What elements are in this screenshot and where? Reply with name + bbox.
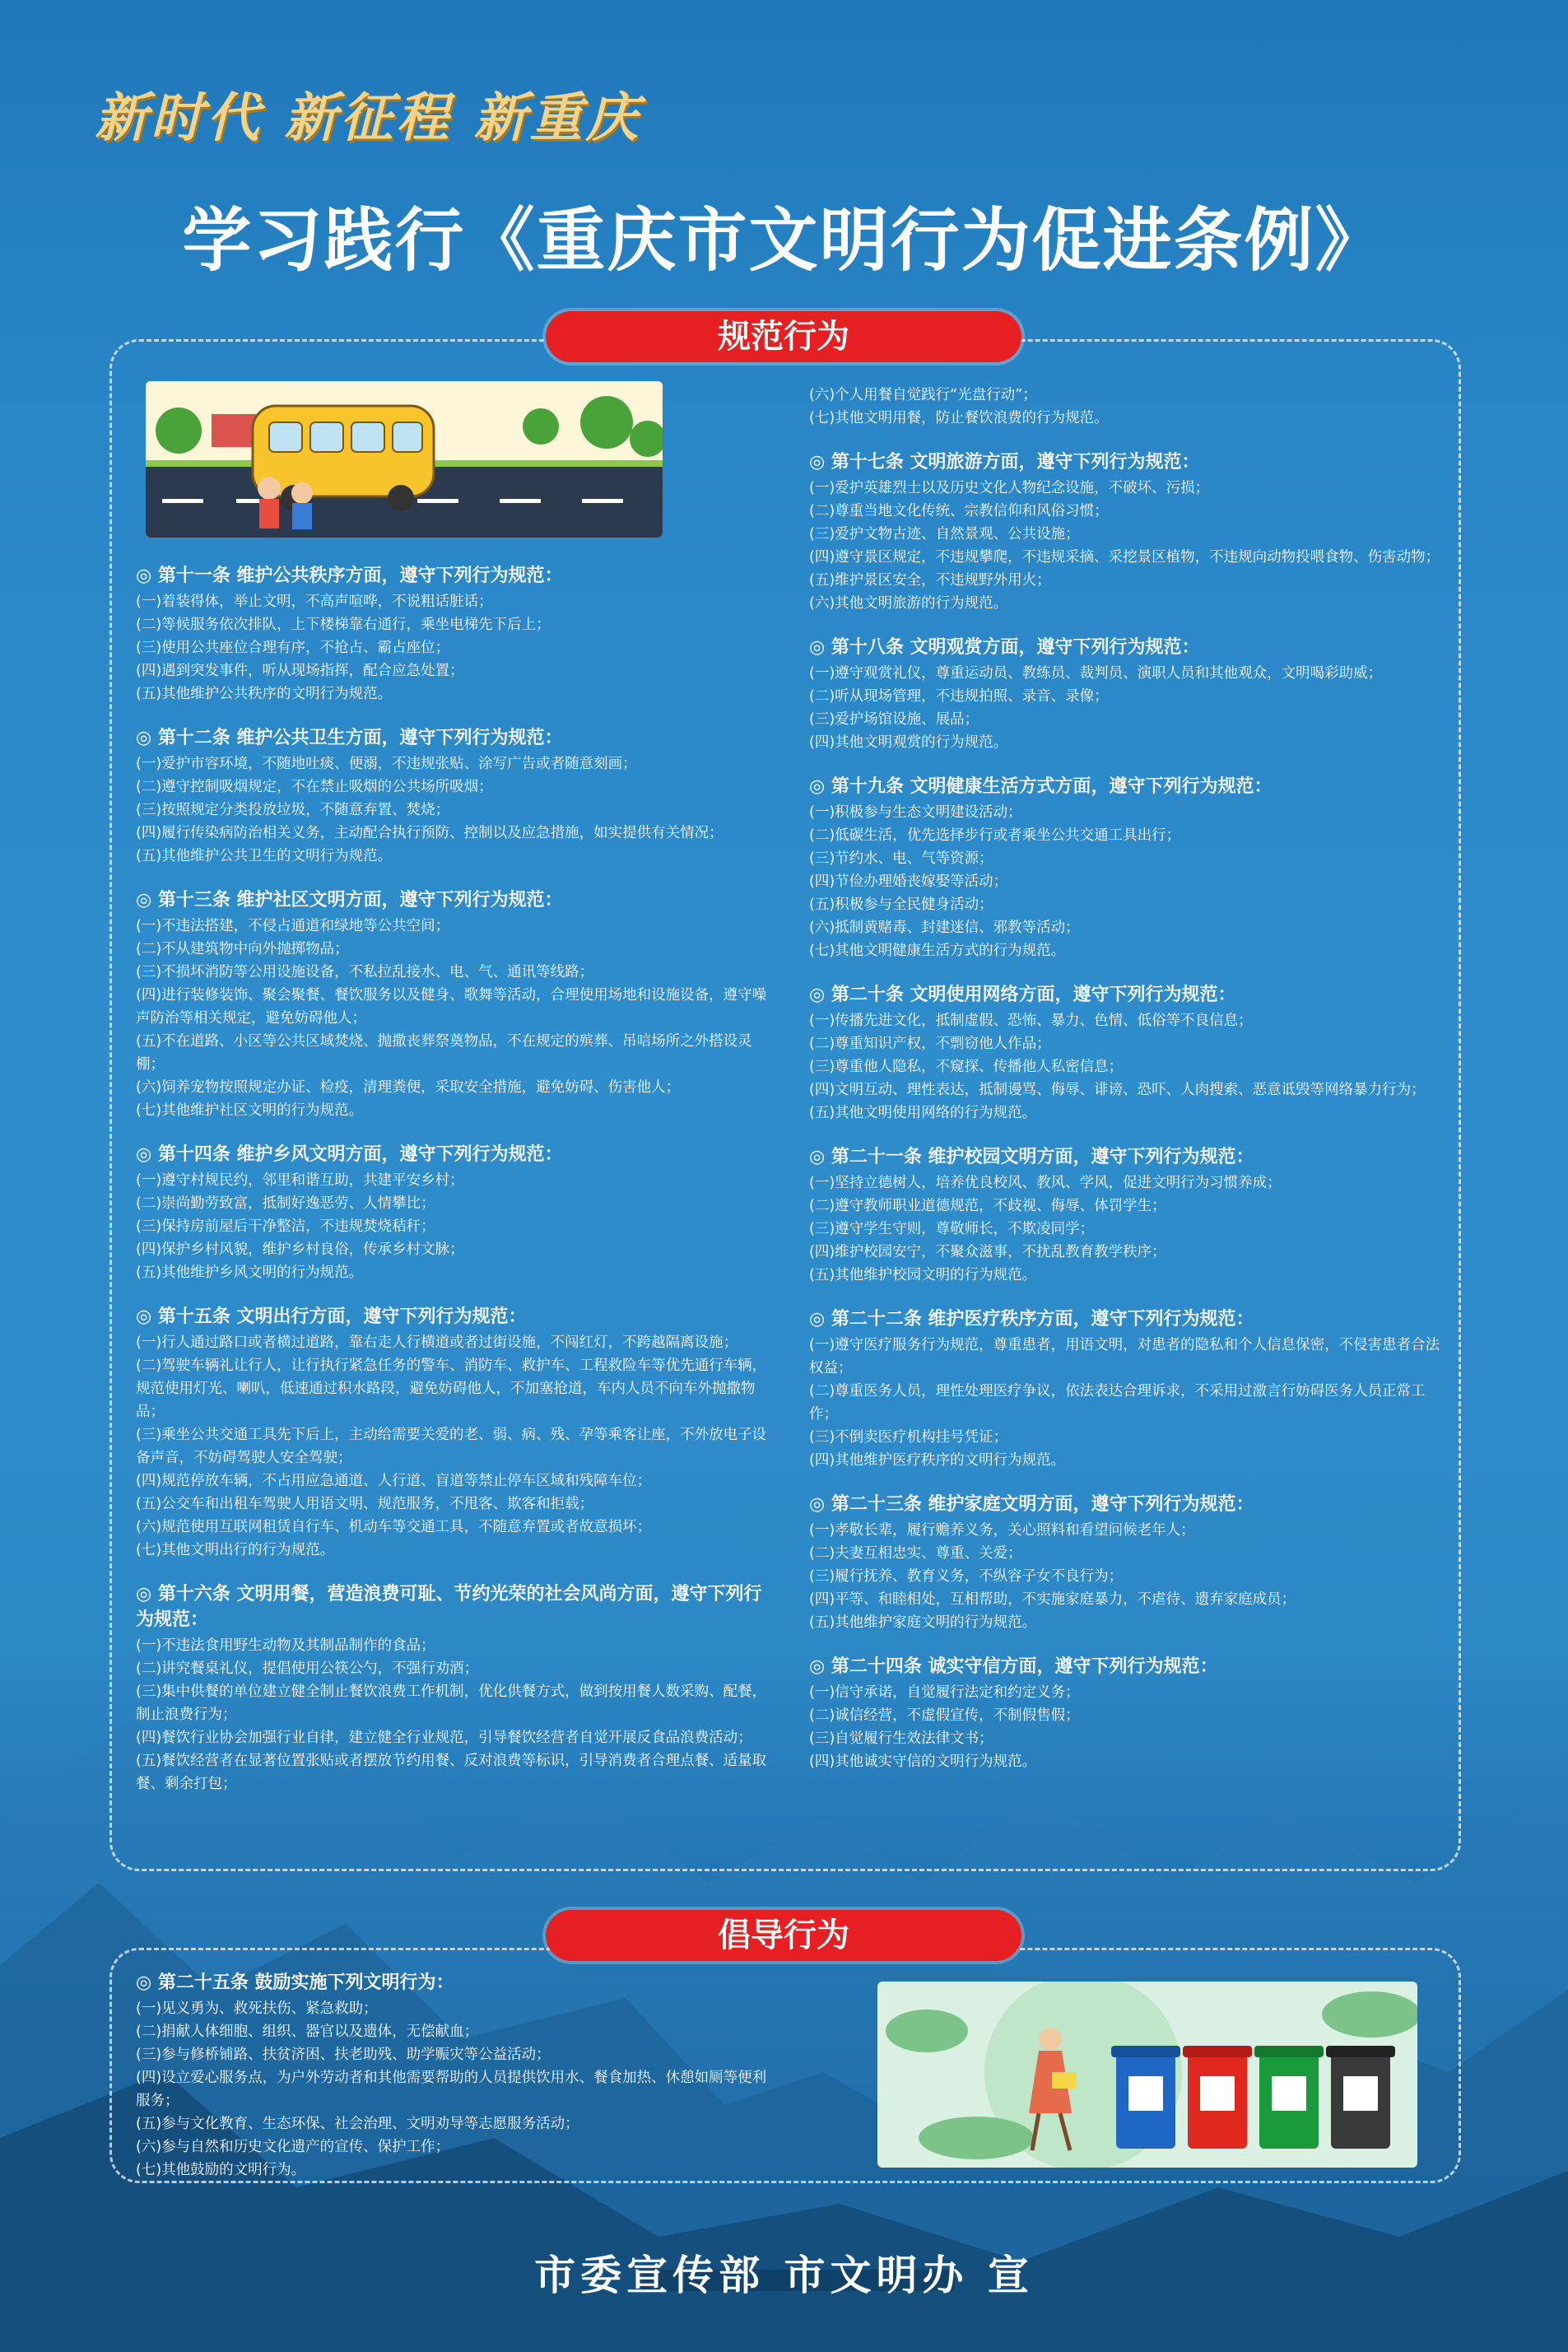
clause: (四)其他维护医疗秩序的文明行为规范。 (809, 1452, 1066, 1469)
clause: (四)餐饮行业协会加强行业自律，建立健全行业规范，引导餐饮经营者自觉开展反食品浪费活动； (136, 1730, 752, 1746)
clause: (七)其他鼓励的文明行为。 (136, 2162, 306, 2178)
clause: (二)讲究餐桌礼仪，提倡使用公筷公勺，不强行劝酒； (136, 1660, 479, 1677)
article-heading: ◎ 第十二条 维护公共卫生方面，遵守下列行为规范： (136, 728, 563, 748)
clause: (一)积极参与生态文明建设活动； (809, 804, 1022, 821)
clause: (一)坚持立德树人，培养优良校风、教风、学风，促进文明行为习惯养成； (809, 1175, 1282, 1191)
article-22 (809, 1306, 1443, 1472)
clause: (一)遵守村规民约，邻里和谐互助，共建平安乡村； (136, 1172, 464, 1189)
clause: (二)遵守教师职业道德规范，不歧视、侮辱、体罚学生； (809, 1198, 1166, 1214)
clause: (四)其他文明观赏的行为规范。 (809, 734, 1008, 751)
advocacy-column (136, 1970, 778, 2201)
footer-issuer: 市委宣传部 市文明办 宣 (534, 2252, 1034, 2299)
clause: (四)履行传染病防治相关义务，主动配合执行预防、控制以及应急措施，如实提供有关情况； (136, 825, 724, 841)
clause: (二)不从建筑物中向外抛掷物品； (136, 941, 349, 957)
clause: (二)尊重医务人员，理性处理医疗争议，依法表达合理诉求，不采用过激言行妨碍医务人员正常工作； (809, 1383, 1426, 1423)
clause: (四)文明互动、理性表达，抵制谩骂、侮辱、诽谤、恐吓、人肉搜索、恶意诋毁等网络暴力行为； (809, 1082, 1426, 1098)
article-16 (136, 1581, 778, 1795)
article-heading: ◎ 第十三条 维护社区文明方面，遵守下列行为规范： (136, 890, 563, 911)
clause: (三)按照规定分类投放垃圾，不随意弃置、焚烧； (136, 802, 450, 818)
clause: (三)使用公共座位合理有序，不抢占、霸占座位； (136, 640, 450, 656)
clause: (五)不在道路、小区等公共区域焚烧、抛撒丧葬祭奠物品，不在规定的殡葬、吊唁场所之外搭设灵棚； (136, 1033, 752, 1073)
article-24 (809, 1654, 1443, 1773)
article-11 (136, 563, 778, 706)
clause: (六)抵制黄赌毒、封建迷信、邪教等活动； (809, 920, 1080, 936)
article-heading: ◎ 第十六条 文明用餐，营造浪费可耻、节约光荣的社会风尚方面，遵守下列行为规范： (136, 1584, 762, 1630)
clause: (三)履行抚养、教育义务，不纵容子女不良行为； (809, 1568, 1124, 1585)
clause: (一)孝敬长辈，履行赡养义务，关心照料和看望问候老年人； (809, 1522, 1195, 1539)
right-column (809, 384, 1443, 1793)
article-23 (809, 1492, 1443, 1634)
clause: (一)不违法搭建，不侵占通道和绿地等公共空间； (136, 918, 450, 934)
article-heading: ◎ 第十九条 文明健康生活方式方面，遵守下列行为规范： (809, 776, 1273, 797)
clause: (四)设立爱心服务点，为户外劳动者和其他需要帮助的人员提供饮用水、餐食加热、休憩如厕等便利服务； (136, 2070, 767, 2109)
recycling-illustration (877, 1982, 1417, 2168)
clause: (三)保持房前屋后干净整洁，不违规焚烧秸秆； (136, 1218, 435, 1235)
article-21 (809, 1144, 1443, 1287)
clause: (一)遵守医疗服务行为规范，尊重患者，用语文明，对患者的隐私和个人信息保密，不侵害患者合法权益； (809, 1337, 1440, 1376)
clause: (五)其他维护公共卫生的文明行为规范。 (136, 848, 393, 864)
clause: (二)驾驶车辆礼让行人，让行执行紧急任务的警车、消防车、救护车、工程救险车等优先通行车辆，规范使用灯光、喇叭，低速通过积水路段，避免妨碍他人，不加塞抢道，车内人员不向车外抛撒物品； (136, 1358, 767, 1420)
article-25 (136, 1970, 778, 2182)
clause: (三)自觉履行生效法律文书； (809, 1730, 993, 1747)
article-heading: ◎ 第十五条 文明出行方面，遵守下列行为规范： (136, 1306, 527, 1327)
clause: (二)低碳生活，优先选择步行或者乘坐公共交通工具出行； (809, 827, 1181, 844)
clause: (四)节俭办理婚丧嫁娶等活动； (809, 873, 1008, 890)
clause: (二)捐献人体细胞、组织、器官以及遗体，无偿献血； (136, 2024, 479, 2040)
clause: (二)听从现场管理，不违规拍照、录音、录像； (809, 688, 1109, 705)
school-bus-illustration (146, 381, 663, 538)
clause: (五)其他维护校园文明的行为规范。 (809, 1267, 1037, 1283)
article-heading: ◎ 第二十四条 诚实守信方面，遵守下列行为规范： (809, 1656, 1218, 1677)
article-heading: ◎ 第十七条 文明旅游方面，遵守下列行为规范： (809, 452, 1200, 473)
clause: (二)尊重知识产权，不剽窃他人作品； (809, 1036, 1051, 1052)
clause: (二)遵守控制吸烟规定，不在禁止吸烟的公共场所吸烟； (136, 779, 493, 795)
article-18 (809, 635, 1443, 754)
article-14 (136, 1142, 778, 1284)
clause: (七)其他文明健康生活方式的行为规范。 (809, 943, 1066, 959)
clause: (五)维护景区安全，不违规野外用火； (809, 572, 1051, 589)
article-heading: ◎ 第十八条 文明观赏方面，遵守下列行为规范： (809, 637, 1200, 658)
clause: (二)尊重当地文化传统、宗教信仰和风俗习惯； (809, 503, 1109, 519)
article-heading: ◎ 第二十一条 维护校园文明方面，遵守下列行为规范： (809, 1147, 1254, 1167)
clause: (七)其他维护社区文明的行为规范。 (136, 1102, 364, 1119)
clause: (三)乘坐公共交通工具先下后上，主动给需要关爱的老、弱、病、残、孕等乘客让座，不外放电子设备声音，不妨碍驾驶人安全驾驶； (136, 1427, 767, 1466)
clause: (三)爱护文物古迹、自然景观、公共设施； (809, 526, 1080, 543)
article-heading: ◎ 第十一条 维护公共秩序方面，遵守下列行为规范： (136, 566, 563, 586)
article-heading: ◎ 第二十条 文明使用网络方面，遵守下列行为规范： (809, 985, 1236, 1005)
page-title: 学习践行《重庆市文明行为促进条例》 (182, 200, 1386, 281)
clause: (三)节约水、电、气等资源； (809, 850, 993, 867)
clause: (二)等候服务依次排队，上下楼梯靠右通行，乘坐电梯先下后上； (136, 617, 551, 633)
article-12 (136, 725, 778, 868)
clause: (三)集中供餐的单位建立健全制止餐饮浪费工作机制，优化供餐方式，做到按用餐人数采购、配餐，制止浪费行为； (136, 1684, 767, 1723)
clause: (一)爱护英雄烈士以及历史文化人物纪念设施，不破坏、污损； (809, 480, 1210, 496)
clause: (五)参与文化教育、生态环保、社会治理、文明劝导等志愿服务活动； (136, 2116, 579, 2132)
clause: (三)不倒卖医疗机构挂号凭证； (809, 1429, 1008, 1446)
clause: (五)餐饮经营者在显著位置张贴或者摆放节约用餐、反对浪费等标识，引导消费者合理点餐、适量取餐、剩余打包； (136, 1753, 767, 1792)
clause: (三)不损坏消防等公用设施设备，不私拉乱接水、电、气、通讯等线路； (136, 964, 594, 980)
clause: (一)爱护市容环境，不随地吐痰、便溺，不违规张贴、涂写广告或者随意刻画； (136, 756, 637, 772)
clause: (四)规范停放车辆，不占用应急通道、人行道、盲道等禁止停车区域和残障车位； (136, 1473, 652, 1489)
clause: (四)保护乡村风貌，维护乡村良俗，传承乡村文脉； (136, 1241, 464, 1258)
clause: (六)参与自然和历史文化遗产的宣传、保护工作； (136, 2139, 450, 2155)
slogan: 新时代 新征程 新重庆 (95, 87, 642, 149)
section-label-norms: 规范行为 (546, 311, 1021, 362)
article-13 (136, 887, 778, 1122)
clause: (五)其他维护公共秩序的文明行为规范。 (136, 686, 393, 702)
clause: (五)其他维护乡风文明的行为规范。 (136, 1264, 364, 1281)
clause: (四)遵守景区规定，不违规攀爬，不违规采摘、采挖景区植物，不违规向动物投喂食物、伤害动物； (809, 549, 1440, 566)
article-20 (809, 982, 1443, 1125)
clause: (三)参与修桥铺路、扶贫济困、扶老助残、助学赈灾等公益活动； (136, 2047, 551, 2063)
clause: (六)饲养宠物按照规定办证、检疫，清理粪便，采取安全措施，避免妨碍、伤害他人； (136, 1079, 681, 1096)
article-heading: ◎ 第二十五条 鼓励实施下列文明行为： (136, 1972, 454, 1993)
clause: (二)诚信经营，不虚假宣传，不制假售假； (809, 1707, 1080, 1724)
article-17 (809, 449, 1443, 615)
article-16-continued (809, 384, 1443, 430)
clause: (四)进行装修装饰、聚会聚餐、餐饮服务以及健身、歌舞等活动，合理使用场地和设施设备，遵守噪声防治等相关规定，避免妨碍他人； (136, 987, 767, 1027)
clause: (三)遵守学生守则，尊敬师长，不欺凌同学； (809, 1221, 1095, 1237)
clause: (四)维护校园安宁，不聚众滋事，不扰乱教育教学秩序； (809, 1244, 1166, 1260)
clause: (四)其他诚实守信的文明行为规范。 (809, 1754, 1037, 1770)
clause: (五)公交车和出租车驾驶人用语文明、规范服务，不甩客、欺客和拒载； (136, 1496, 594, 1512)
clause: (二)崇尚勤劳致富，抵制好逸恶劳、人情攀比； (136, 1195, 435, 1212)
clause: (一)传播先进文化，抵制虚假、恐怖、暴力、色情、低俗等不良信息； (809, 1013, 1253, 1029)
clause: (一)着装得体，举止文明，不高声喧哗，不说粗话脏话； (136, 594, 493, 610)
article-heading: ◎ 第二十三条 维护家庭文明方面，遵守下列行为规范： (809, 1494, 1254, 1515)
article-19 (809, 774, 1443, 962)
clause: (六)规范使用互联网租赁自行车、机动车等交通工具，不随意弃置或者故意损坏； (136, 1519, 652, 1535)
clause: (六)个人用餐自觉践行“光盘行动”； (809, 387, 1037, 403)
clause: (五)其他文明使用网络的行为规范。 (809, 1105, 1037, 1121)
clause: (二)夫妻互相忠实、尊重、关爱； (809, 1545, 1022, 1562)
clause: (五)积极参与全民健身活动； (809, 897, 993, 913)
clause: (七)其他文明用餐，防止餐饮浪费的行为规范。 (809, 410, 1109, 426)
left-column (136, 563, 778, 1815)
clause: (四)平等、和睦相处，互相帮助，不实施家庭暴力，不虐待、遗弃家庭成员； (809, 1591, 1296, 1608)
article-heading: ◎ 第二十二条 维护医疗秩序方面，遵守下列行为规范： (809, 1309, 1254, 1330)
clause: (一)行人通过路口或者横过道路，靠右走人行横道或者过街设施，不闯红灯，不跨越隔离设施； (136, 1334, 738, 1351)
clause: (三)爱护场馆设施、展品； (809, 711, 979, 728)
clause: (七)其他文明出行的行为规范。 (136, 1542, 335, 1558)
section-label-advocacy: 倡导行为 (546, 1910, 1021, 1961)
clause: (六)其他文明旅游的行为规范。 (809, 595, 1008, 612)
article-heading: ◎ 第十四条 维护乡风文明方面，遵守下列行为规范： (136, 1144, 563, 1165)
clause: (一)遵守观赏礼仪，尊重运动员、教练员、裁判员、演职人员和其他观众，文明喝彩助威； (809, 665, 1383, 682)
clause: (一)信守承诺，自觉履行法定和约定义务； (809, 1684, 1080, 1701)
clause: (三)尊重他人隐私，不窥探、传播他人私密信息； (809, 1059, 1124, 1075)
clause: (四)遇到突发事件，听从现场指挥，配合应急处置； (136, 663, 464, 679)
clause: (五)其他维护家庭文明的行为规范。 (809, 1614, 1037, 1631)
clause: (一)不违法食用野生动物及其制品制作的食品； (136, 1637, 435, 1654)
article-15 (136, 1304, 778, 1562)
clause: (一)见义勇为、救死扶伤、紧急救助； (136, 2000, 378, 2017)
